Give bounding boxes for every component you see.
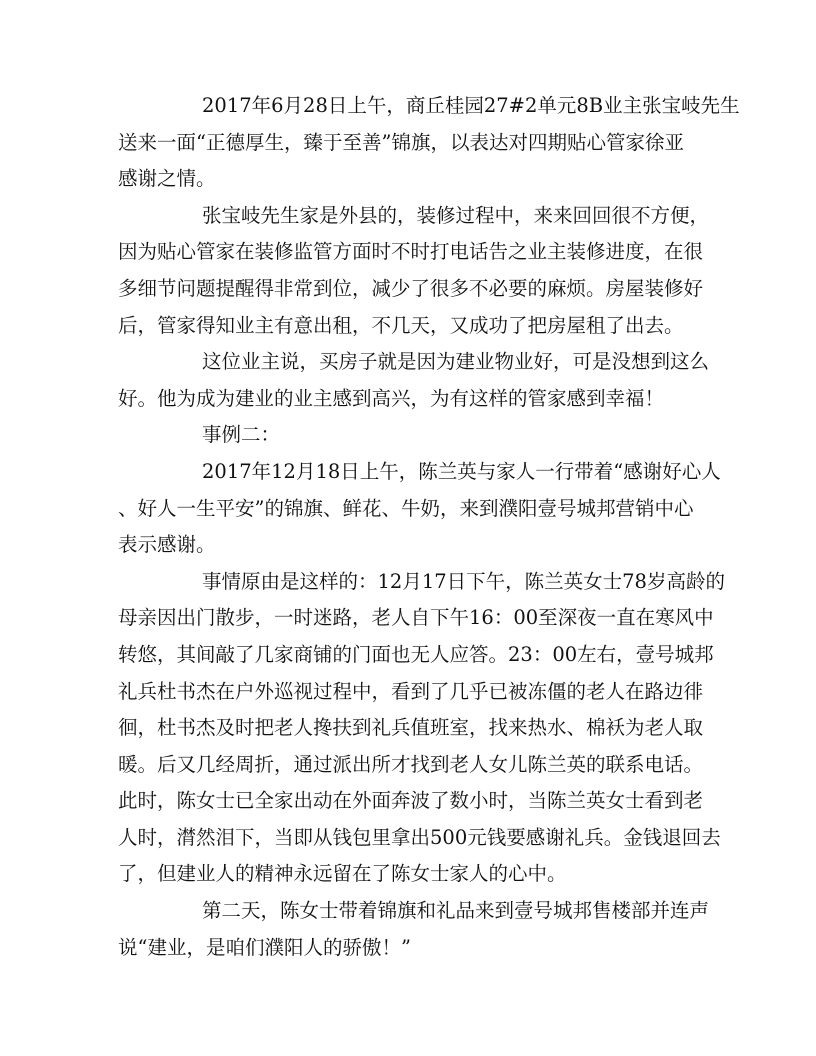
text-line: 徊，杜书杰及时把老人搀扶到礼兵值班室，找来热水、棉袄为老人取 <box>118 716 704 740</box>
text-line: 母亲因出门散步，一时迷路，老人自下午16：00至深夜一直在寒风中 <box>118 606 714 630</box>
text-line: 因为贴心管家在装修监管方面时不时打电话告之业主装修进度，在很 <box>118 240 704 264</box>
text-line: 转悠，其间敲了几家商铺的门面也无人应答。23：00左右，壹号城邦 <box>118 642 714 666</box>
text-line: 多细节问题提醒得非常到位，减少了很多不必要的麻烦。房屋装修好 <box>118 276 704 300</box>
body-text <box>118 88 740 966</box>
text-line: 事例二： <box>202 423 281 447</box>
text-line: 说“建业，是咱们濮阳人的骄傲！” <box>118 935 411 959</box>
text-line: 后，管家得知业主有意出租，不几天，又成功了把房屋租了出去。 <box>118 313 684 337</box>
text-line: 暖。后又几经周折，通过派出所才找到老人女儿陈兰英的联系电话。 <box>118 752 704 776</box>
text-line: 表示感谢。 <box>118 533 216 557</box>
text-line: 了，但建业人的精神永远留在了陈女士家人的心中。 <box>118 862 567 886</box>
text-line: 此时，陈女士已全家出动在外面奔波了数小时，当陈兰英女士看到老 <box>118 789 704 813</box>
text-line: 这位业主说，买房子就是因为建业物业好，可是没想到这么 <box>202 350 710 374</box>
text-line: 2017年12月18日上午，陈兰英与家人一行带着“感谢好心人 <box>202 459 721 483</box>
text-line: 张宝岐先生家是外县的，装修过程中，来来回回很不方便， <box>202 203 710 227</box>
text-line: 好。他为成为建业的业主感到高兴，为有这样的管家感到幸福！ <box>118 386 665 410</box>
text-line: 感谢之情。 <box>118 167 216 191</box>
text-line: 礼兵杜书杰在户外巡视过程中，看到了几乎已被冻僵的老人在路边徘 <box>118 679 704 703</box>
text-line: 第二天，陈女士带着锦旗和礼品来到壹号城邦售楼部并连声 <box>202 899 710 923</box>
text-line: 送来一面“正德厚生，臻于至善”锦旗，以表达对四期贴心管家徐亚 <box>118 130 684 154</box>
text-line: 人时，潸然泪下，当即从钱包里拿出500元钱要感谢礼兵。金钱退回去 <box>118 825 721 849</box>
text-line: 、好人一生平安”的锦旗、鲜花、牛奶，来到濮阳壹号城邦营销中心 <box>118 496 694 520</box>
text-line: 事情原由是这样的：12月17日下午，陈兰英女士78岁高龄的 <box>202 569 725 593</box>
text-line: 2017年6月28日上午，商丘桂园27#2单元8B业主张宝岐先生 <box>202 94 740 117</box>
